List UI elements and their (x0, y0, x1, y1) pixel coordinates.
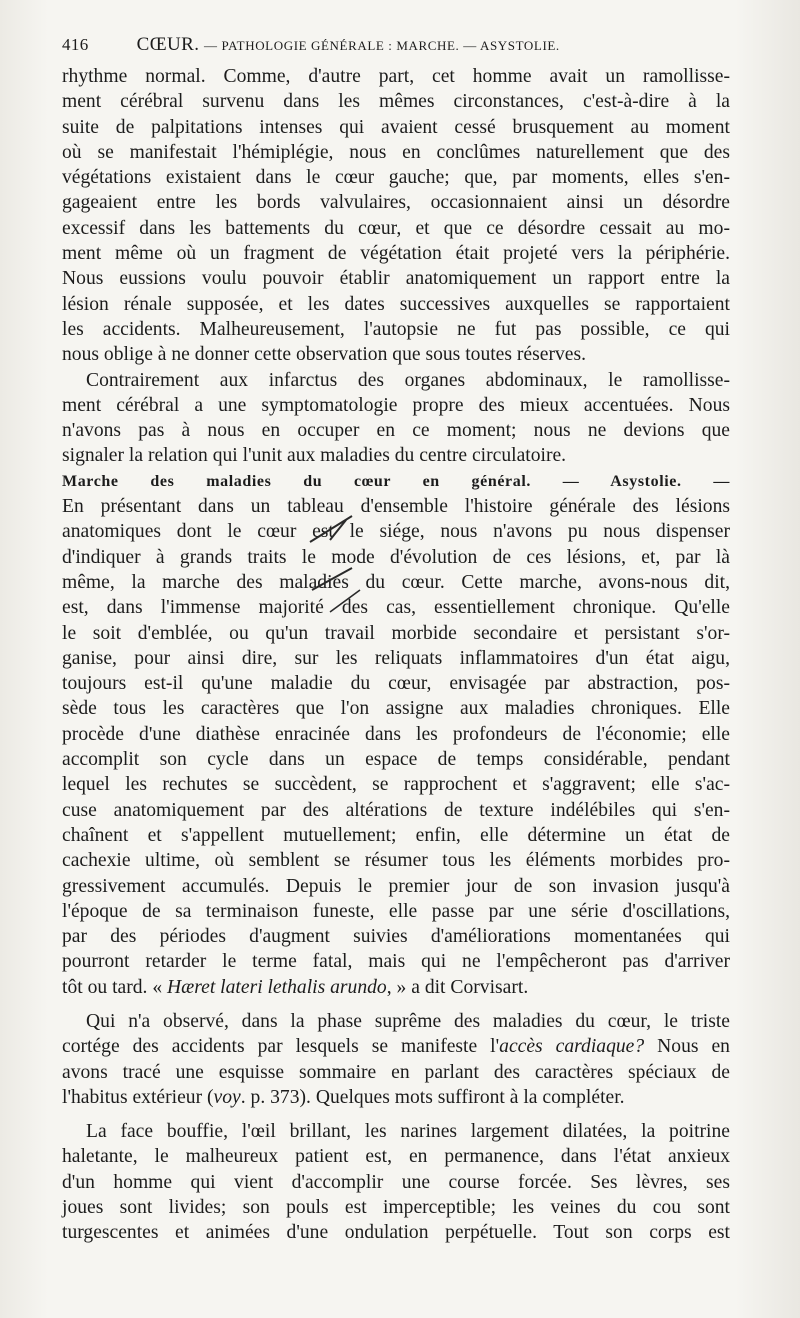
text-line: n'avons pas à nous en occuper en ce moment; nous ne devions que (62, 420, 730, 442)
text-line: est, dans l'immense majorité des cas, essentiellement chronique. Qu'elle (62, 597, 730, 619)
text-line: signaler la relation qui l'unit aux maladies du centre circulatoire. (62, 445, 567, 467)
text-line: procède d'une diathèse enracinée dans les profondeurs de l'économie; elle (62, 723, 730, 745)
text-line: La face bouffie, l'œil brillant, les narines largement dilatées, la poitrine (86, 1121, 730, 1143)
text-line: turgescentes et animées d'une ondulation perpétuelle. Tout son corps est (62, 1222, 730, 1244)
text-line: avons tracé une esquisse sommaire en parlant des caractères spéciaux de (62, 1061, 730, 1083)
text-fragment: , » a dit Corvisart. (386, 976, 529, 998)
text-line: les accidents. Malheureusement, l'autopsie ne fut pas possible, ce qui (62, 318, 730, 340)
text-line (62, 1034, 730, 1059)
section-heading: Marche des maladies du cœur en général. — Asystolie. — (62, 472, 730, 490)
text-line: par des périodes d'augment suivies d'améliorations momentanées qui (62, 926, 730, 948)
text-line: ment même où un fragment de végétation était projeté vers la périphérie. (62, 243, 730, 265)
text-line: chaînent et s'appellent mutuellement; enfin, elle détermine un état de (62, 824, 730, 846)
text-line: toujours est-il qu'une maladie du cœur, envisagée par abstraction, pos- (62, 673, 730, 695)
paragraph-gap (62, 1000, 730, 1009)
running-title-main: CŒUR. (136, 34, 200, 55)
text-line: le soit d'emblée, ou qu'un travail morbide secondaire et persistant s'or- (62, 622, 730, 644)
text-line: excessif dans les battements du cœur, et que ce désordre cessait au mo- (62, 217, 730, 239)
paragraph-gap (62, 1110, 730, 1119)
running-title (137, 34, 560, 56)
text-line: cachexie ultime, où semblent se résumer tous les éléments morbides pro- (62, 850, 730, 872)
text-line: d'indiquer à grands traits le mode d'évolution de ces lésions, et, par là (62, 546, 730, 568)
text-line (62, 975, 730, 1000)
text-line: gressivement accumulés. Depuis le premier jour de son invasion jusqu'à (62, 875, 730, 897)
text-line: sède tous les caractères que l'on assigne aux maladies chroniques. Elle (62, 698, 730, 720)
text-line: suite de palpitations intenses qui avaient cessé brusquement au moment (62, 116, 730, 138)
text-line: Nous eussions voulu pouvoir établir anatomiquement un rapport entre la (62, 268, 730, 290)
text-line: accomplit son cycle dans un espace de temps considérable, pendant (62, 749, 730, 771)
text-line: Qui n'a observé, dans la phase suprême des maladies du cœur, le triste (86, 1010, 730, 1032)
text-line: rhythme normal. Comme, d'autre part, cet homme avait un ramollisse- (62, 66, 730, 87)
text-fragment: tôt ou tard. « (62, 976, 168, 998)
text-line: cuse anatomiquement par des altérations de texture indélébiles qui s'en- (62, 799, 730, 821)
text-line: anatomiques dont le cœur est le siége, nous n'avons pu nous dispenser (62, 521, 730, 543)
text-line: où se manifestait l'hémiplégie, nous en conclûmes naturellement que des (62, 141, 730, 163)
paragraph-1 (62, 64, 730, 368)
paragraph-3 (62, 494, 730, 1000)
paragraph-5 (62, 1119, 730, 1245)
text-line: ganise, pour ainsi dire, sur les reliquats inflammatoires d'un état aigu, (62, 647, 730, 669)
text-line: l'époque de sa terminaison funeste, elle passe par une série d'oscillations, (62, 900, 730, 922)
text-line: joues sont livides; son pouls est imperceptible; les veines du cou sont (62, 1197, 730, 1219)
emphasis-text: accès cardiaque? (499, 1036, 645, 1058)
text-fragment: Nous en (644, 1036, 730, 1058)
text-line: gageaient entre les bords valvulaires, occasionnaient ainsi un désordre (62, 192, 730, 214)
text-line: nous oblige à ne donner cette observation que sous toutes réserves. (62, 344, 586, 366)
text-line: végétations existaient dans le cœur gauche; que, par moments, elles s'en- (62, 167, 730, 189)
text-line: haletante, le malheureux patient est, en permanence, dans l'état anxieux (62, 1146, 730, 1168)
running-title-sub: — PATHOLOGIE GÉNÉRALE : MARCHE. — ASYSTOLIE. (204, 38, 560, 53)
body-text (62, 64, 730, 1246)
paragraph-2 (62, 368, 730, 469)
page-number: 416 (62, 35, 89, 54)
emphasis-text: voy (213, 1086, 241, 1108)
latin-quote: Hæret lateri lethalis arundo (167, 976, 387, 998)
text-line (62, 1085, 730, 1110)
text-line: d'un homme qui vient d'accomplir une course forcée. Ses lèvres, ses (62, 1171, 730, 1193)
text-line: En présentant dans un tableau d'ensemble l'histoire générale des lésions (62, 496, 730, 518)
text-fragment: . p. 373). Quelques mots suffiront à la compléter. (240, 1086, 625, 1108)
text-line: ment cérébral a une symptomatologie propre des mieux accentuées. Nous (62, 394, 730, 416)
text-line: lésion rénale supposée, et les dates successives auxquelles se rapportaient (62, 293, 730, 315)
text-line: même, la marche des maladies du cœur. Cette marche, avons-nous dit, (62, 571, 730, 593)
paragraph-4 (62, 1009, 730, 1110)
text-line: lequel les rechutes se succèdent, se rapprochent et s'aggravent; elle s'ac- (62, 774, 730, 796)
text-fragment: l'habitus extérieur ( (62, 1086, 214, 1108)
text-line: pourront retarder le terme fatal, mais qui ne l'empêcheront pas d'arriver (62, 951, 730, 973)
text-line: ment cérébral survenu dans les mêmes circonstances, c'est-à-dire à la (62, 91, 730, 113)
text-fragment: cortége des accidents par lesquels se manifeste l' (62, 1036, 500, 1058)
running-header (62, 34, 732, 60)
text-line: Contrairement aux infarctus des organes abdominaux, le ramollisse- (86, 369, 730, 391)
